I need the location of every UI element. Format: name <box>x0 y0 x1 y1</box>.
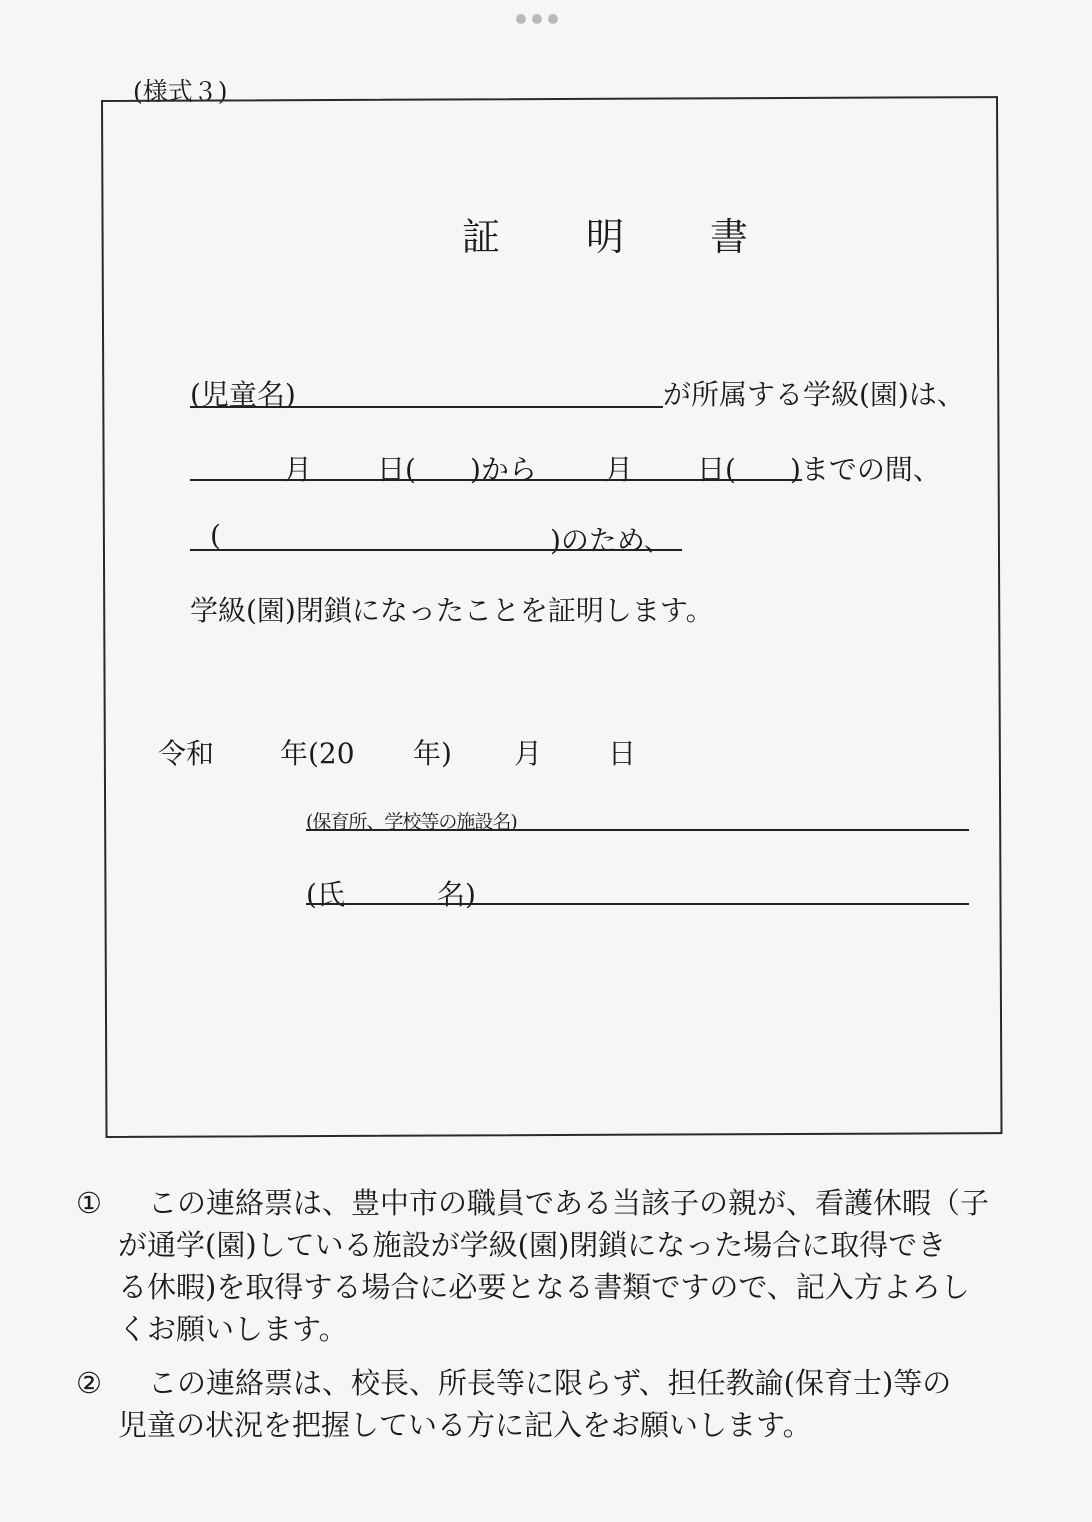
note-number: ① <box>76 1186 102 1220</box>
closure-statement: 学級(園)閉鎖になったことを証明します。 <box>190 594 714 627</box>
end-month-label: 月 <box>605 453 634 486</box>
note-line: この連絡票は、校長、所長等に限らず、担任教諭(保育士)等の <box>148 1366 952 1400</box>
note-number: ② <box>76 1366 102 1400</box>
note-line: 児童の状況を把握している方に記入をお願いします。 <box>118 1408 812 1442</box>
period-underline <box>190 479 802 481</box>
child-name-suffix: が所属する学級(園)は、 <box>663 378 965 411</box>
date-era: 令和 <box>158 737 215 770</box>
until-label: )までの間、 <box>790 453 941 486</box>
signer-name-underline <box>306 903 969 905</box>
date-year: 年(20 <box>280 737 355 770</box>
date-day: 日 <box>608 737 637 770</box>
child-name-label: (児童名) <box>190 378 296 411</box>
note-2 <box>76 1362 951 1446</box>
date-month: 月 <box>514 737 543 770</box>
note-1 <box>76 1182 989 1350</box>
dot <box>548 14 558 24</box>
note-line: が通学(園)している施設が学級(園)閉鎖になった場合に取得でき <box>118 1228 947 1262</box>
form-number: (様式３) <box>133 77 228 106</box>
end-day-label: 日( <box>697 453 736 486</box>
from-label: )から <box>470 453 537 486</box>
reason-close: )のため、 <box>550 524 672 557</box>
reason-underline <box>190 549 682 551</box>
start-day-label: 日( <box>377 453 416 486</box>
facility-name-label: (保育所、学校等の施設名) <box>306 811 517 833</box>
facility-name-underline <box>306 829 969 831</box>
signer-name-label-close: 名) <box>437 878 476 911</box>
note-line: この連絡票は、豊中市の職員である当該子の親が、看護休暇（子 <box>148 1186 990 1220</box>
dot <box>532 14 542 24</box>
date-year-close: 年) <box>413 737 452 770</box>
more-options-icon[interactable] <box>516 14 558 24</box>
note-line: る休暇)を取得する場合に必要となる書類ですので、記入方よろし <box>118 1270 970 1304</box>
child-name-underline <box>190 406 663 408</box>
note-line: くお願いします。 <box>118 1312 348 1346</box>
signer-name-label-open: (氏 <box>306 878 345 911</box>
start-month-label: 月 <box>284 453 313 486</box>
dot <box>516 14 526 24</box>
certificate-title: 証 明 書 <box>462 215 773 259</box>
reason-open: ( <box>210 519 221 552</box>
